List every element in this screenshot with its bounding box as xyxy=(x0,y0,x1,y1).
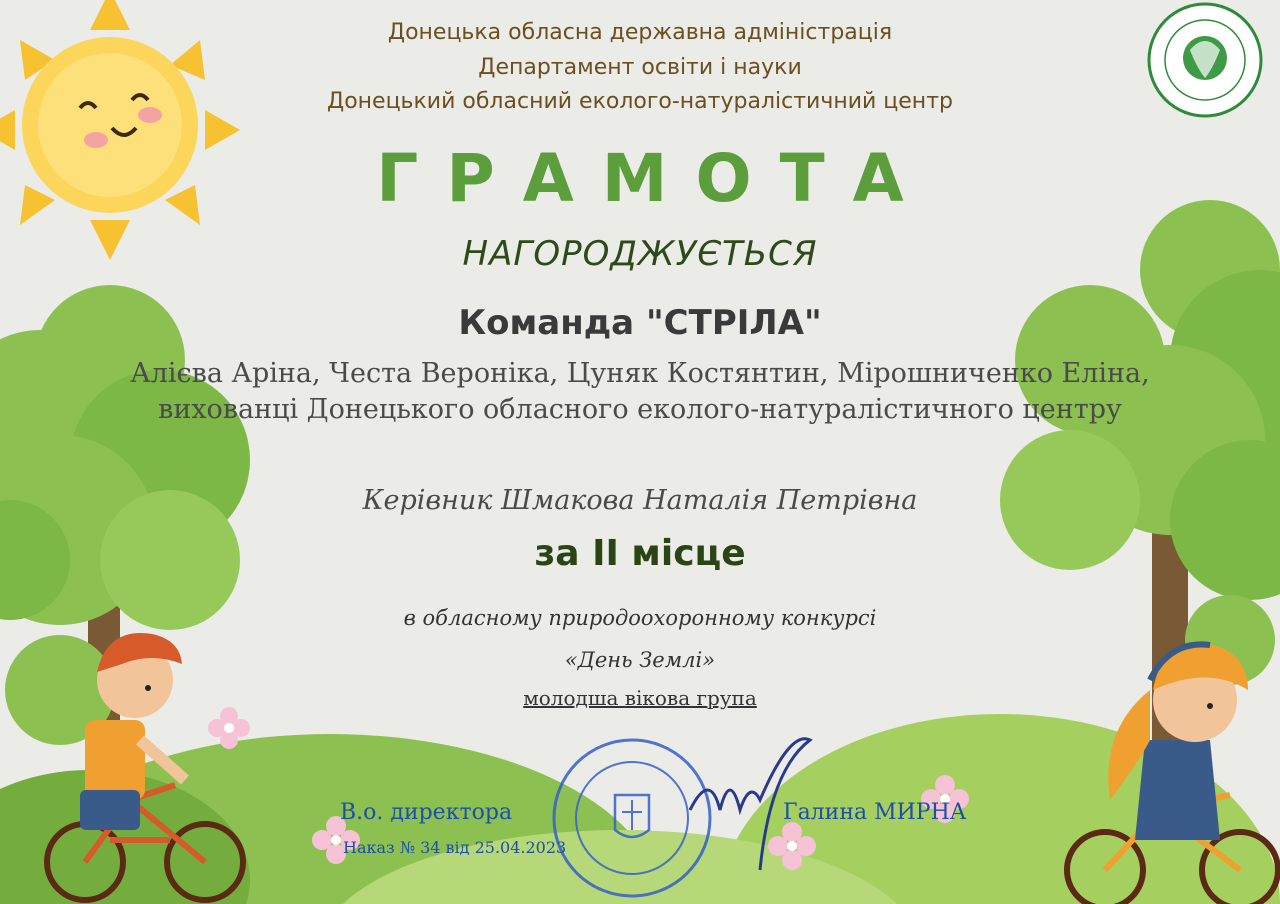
award-place: за ІІ місце xyxy=(534,533,746,574)
team-name: Команда "СТРІЛА" xyxy=(458,303,822,343)
order-reference: Наказ № 34 від 25.04.2023 xyxy=(343,838,567,857)
members-line-1: Алієва Аріна, Честа Вероніка, Цуняк Костянтин, Мірошниченко Еліна, xyxy=(130,358,1150,389)
certificate-subtitle: НАГОРОДЖУЄТЬСЯ xyxy=(462,234,818,274)
header-line-center: Донецький обласний еколого-натуралістичний центр xyxy=(327,89,953,114)
signature-role: В.о. директора xyxy=(340,800,513,825)
age-group: молодша вікова група xyxy=(523,686,757,710)
members-line-2: вихованці Донецького обласного еколого-натуралістичного центру xyxy=(158,394,1122,425)
certificate-title: ГРАМОТА xyxy=(376,140,932,217)
leader-name: Керівник Шмакова Наталія Петрівна xyxy=(362,485,918,516)
signatory-name: Галина МИРНА xyxy=(783,800,967,825)
contest-name: «День Землі» xyxy=(564,648,716,672)
header-line-department: Департамент освіти і науки xyxy=(478,55,802,80)
header-line-administration: Донецька обласна державна адміністрація xyxy=(387,20,893,45)
contest-line-1: в обласному природоохоронному конкурсі xyxy=(403,606,877,630)
